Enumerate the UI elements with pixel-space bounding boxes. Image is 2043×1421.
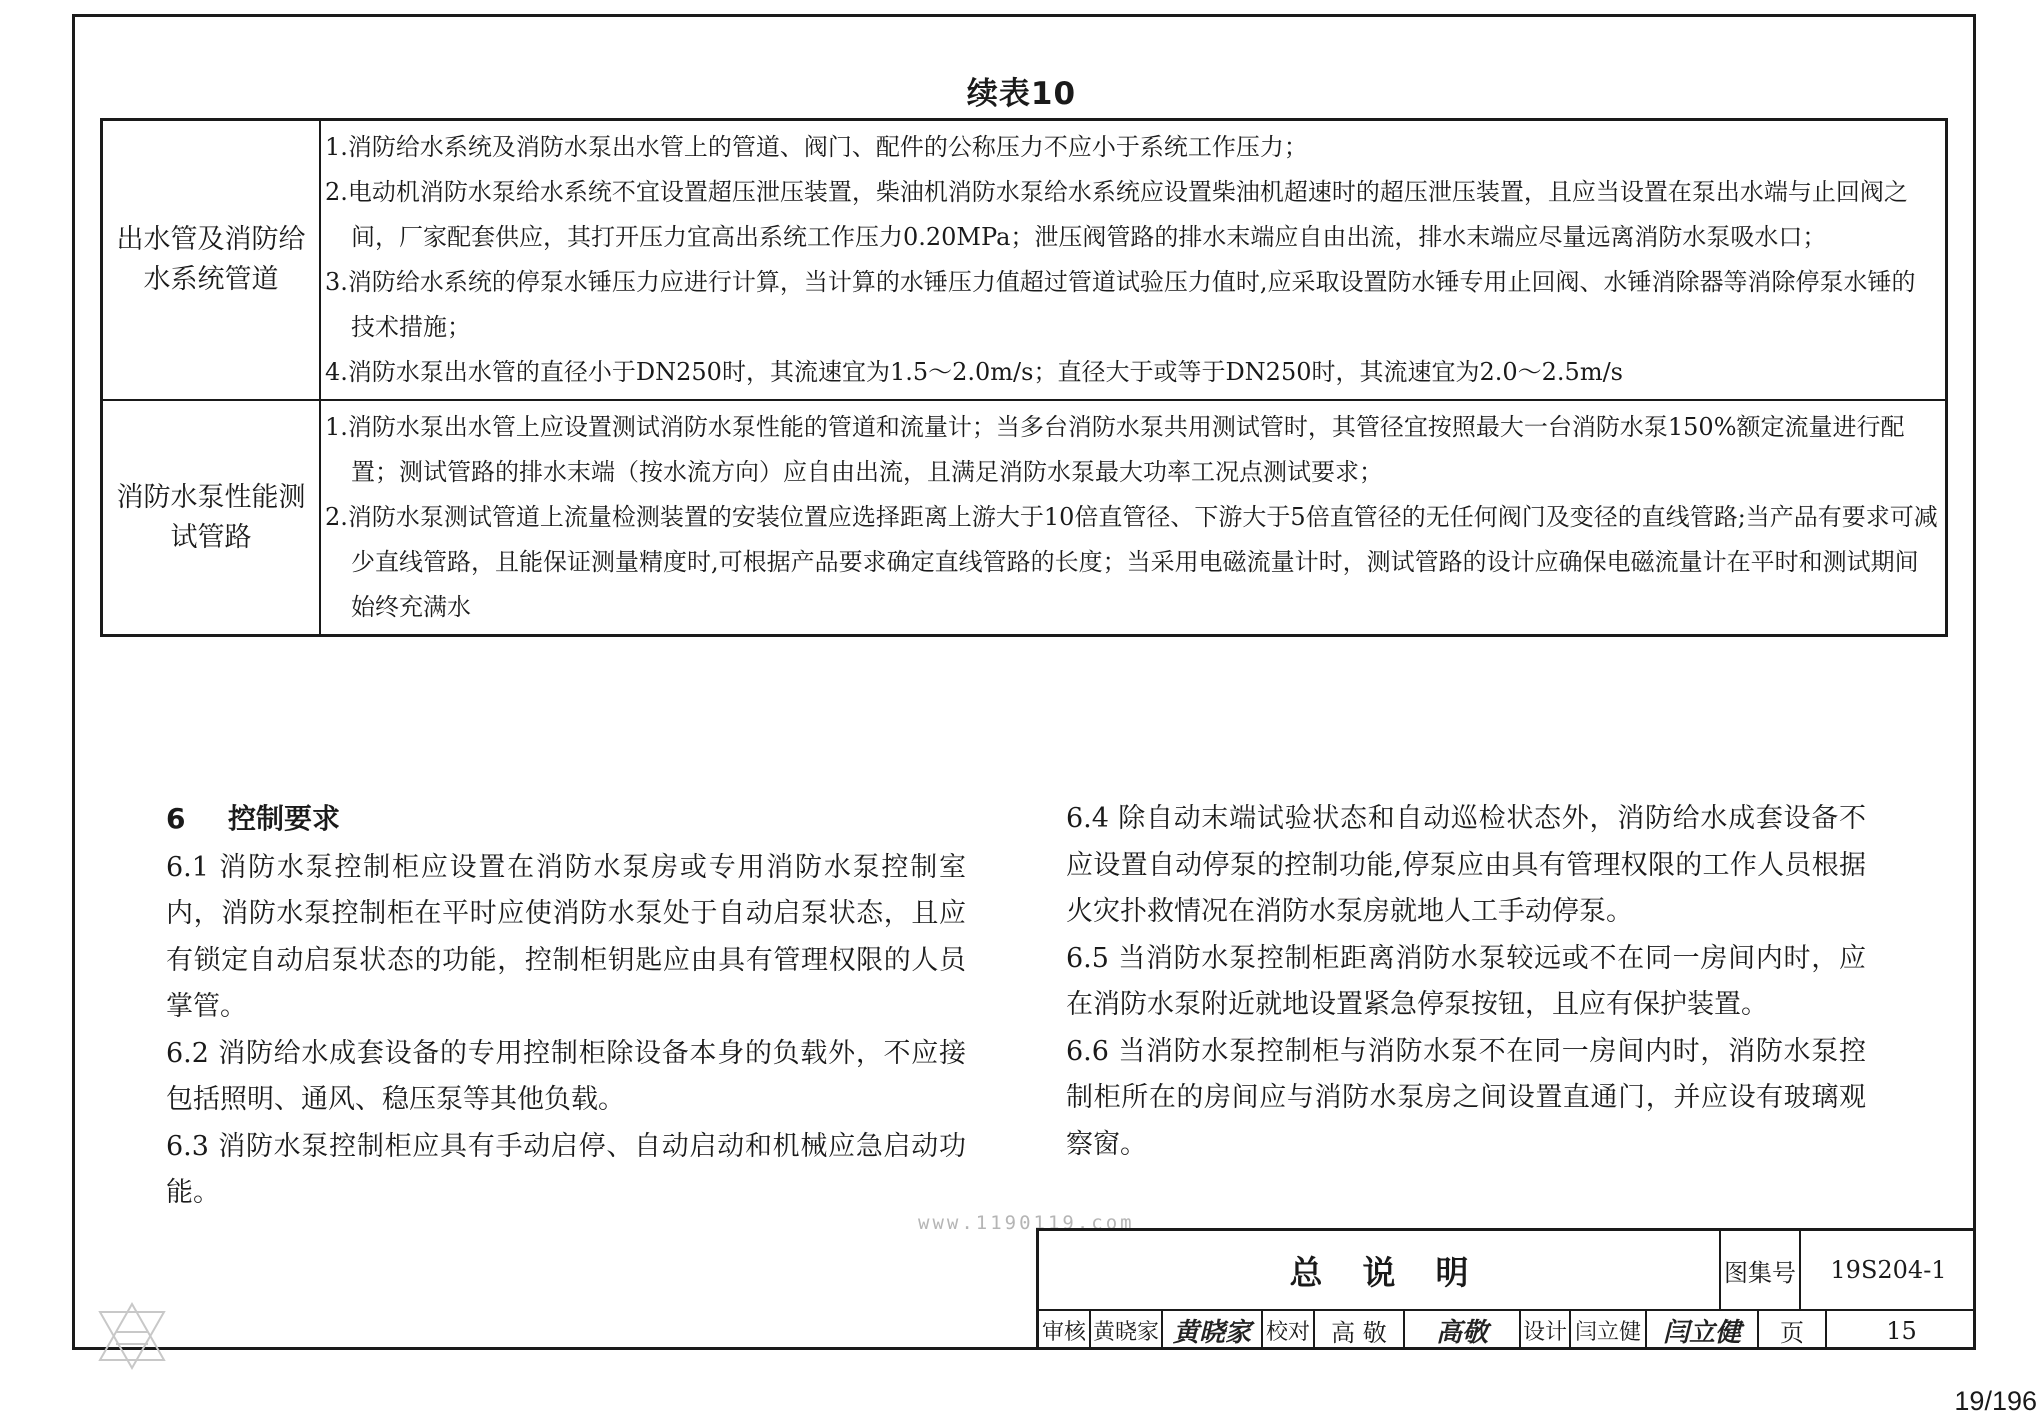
page-number: 15 [1886,1316,1917,1345]
page-counter: 19/196 [1954,1386,2037,1416]
table-title: 续表10 [966,76,1077,112]
checker-signature [1405,1311,1521,1350]
atlas-label: 图集号 [1721,1231,1801,1309]
checker-name: 高 敬 [1315,1311,1405,1350]
table-row [102,400,1947,636]
title-block [1036,1228,1976,1350]
signature: 高敬 [1435,1318,1488,1348]
table-row [102,120,1947,401]
signature: 闫立健 [1662,1318,1741,1348]
reviewer-signature [1163,1311,1263,1350]
list-item: 1.消防水泵出水管上应设置测试消防水泵性能的管道和流量计；当多台消防水泵共用测试管时，其管径宜按照最大一台消防水泵150%额定流量进行配置；测试管路的排水末端（按水流方向）应自由出流，且满足消防水泵最大功率工况点测试要求； [325,413,1905,486]
design-label: 设计 [1521,1311,1571,1350]
drawing-title: 总说明 [1289,1252,1509,1292]
list-item: 2.消防水泵测试管道上流量检测装置的安装位置应选择距离上游大于10倍直管径、下游大于5倍直管径的无任何阀门及变径的直线管路;当产品有要求可减少直线管路，且能保证测量精度时,可根据产品要求确定直线管路的长度；当采用电磁流量计时，测试管路的设计应确保电磁流量计在平时和测试期间始终充满水 [325,503,1938,621]
watermark: www.1190119.com [918,1212,1135,1234]
title-cell [1039,1231,1721,1309]
requirements-table [100,118,1948,637]
section-heading [166,796,966,843]
left-column [166,796,966,1217]
paragraph: 6.5 当消防水泵控制柜距离消防水泵较远或不在同一房间内时，应在消防水泵附近就地设置紧急停泵按钮，且应有保护装置。 [1066,942,1866,1020]
list-item: 2.电动机消防水泵给水系统不宜设置超压泄压装置，柴油机消防水泵给水系统应设置柴油机超速时的超压泄压装置，且应当设置在泵出水端与止回阀之间，厂家配套供应，其打开压力宜高出系统工作压力0.20MPa；泄压阀管路的排水末端应自由出流，排水末端应尽量远离消防水泵吸水口； [325,178,1908,251]
logo-icon [96,1300,168,1372]
paragraph: 6.3 消防水泵控制柜应具有手动启停、自动启动和机械应急启动功能。 [166,1130,966,1208]
title-block-row [1039,1311,1976,1350]
atlas-number: 19S204-1 [1830,1256,1947,1284]
check-label: 校对 [1263,1311,1315,1350]
paragraph: 6.6 当消防水泵控制柜与消防水泵不在同一房间内时，消防水泵控制柜所在的房间应与消防水泵房之间设置直通门，并应设有玻璃观察窗。 [1066,1035,1866,1160]
list-item: 3.消防给水系统的停泵水锤压力应进行计算，当计算的水锤压力值超过管道试验压力值时,应采取设置防水锤专用止回阀、水锤消除器等消除停泵水锤的技术措施； [325,268,1916,341]
row-content [320,400,1947,636]
reviewer-name: 黄晓家 [1091,1311,1163,1350]
designer-signature [1647,1311,1759,1350]
designer-name: 闫立健 [1571,1311,1647,1350]
row-content [320,120,1947,401]
paragraph: 6.1 消防水泵控制柜应设置在消防水泵房或专用消防水泵控制室内，消防水泵控制柜在平时应使消防水泵处于自动启泵状态，且应有锁定自动启泵状态的功能，控制柜钥匙应由具有管理权限的人员掌管。 [166,851,966,1022]
page-label: 页 [1759,1311,1827,1350]
section-title: 控制要求 [228,802,341,835]
row-category: 出水管及消防给水系统管道 [102,120,321,401]
title-block-row [1039,1231,1976,1311]
list-item: 1.消防给水系统及消防水泵出水管上的管道、阀门、配件的公称压力不应小于系统工作压力； [325,133,1308,161]
review-label: 审核 [1039,1311,1091,1350]
list-item: 4.消防水泵出水管的直径小于DN250时，其流速宜为1.5～2.0m/s；直径大于或等于DN250时，其流速宜为2.0～2.5m/s [325,358,1623,386]
paragraph: 6.4 除自动末端试验状态和自动巡检状态外，消防给水成套设备不应设置自动停泵的控制功能,停泵应由具有管理权限的工作人员根据火灾扑救情况在消防水泵房就地人工手动停泵。 [1066,803,1866,927]
section-number: 6 [166,802,186,835]
row-category: 消防水泵性能测试管路 [102,400,321,636]
signature: 黄晓家 [1172,1318,1251,1348]
paragraph: 6.2 消防给水成套设备的专用控制柜除设备本身的负载外，不应接包括照明、通风、稳压泵等其他负载。 [166,1037,966,1115]
right-column [1066,796,1866,1168]
